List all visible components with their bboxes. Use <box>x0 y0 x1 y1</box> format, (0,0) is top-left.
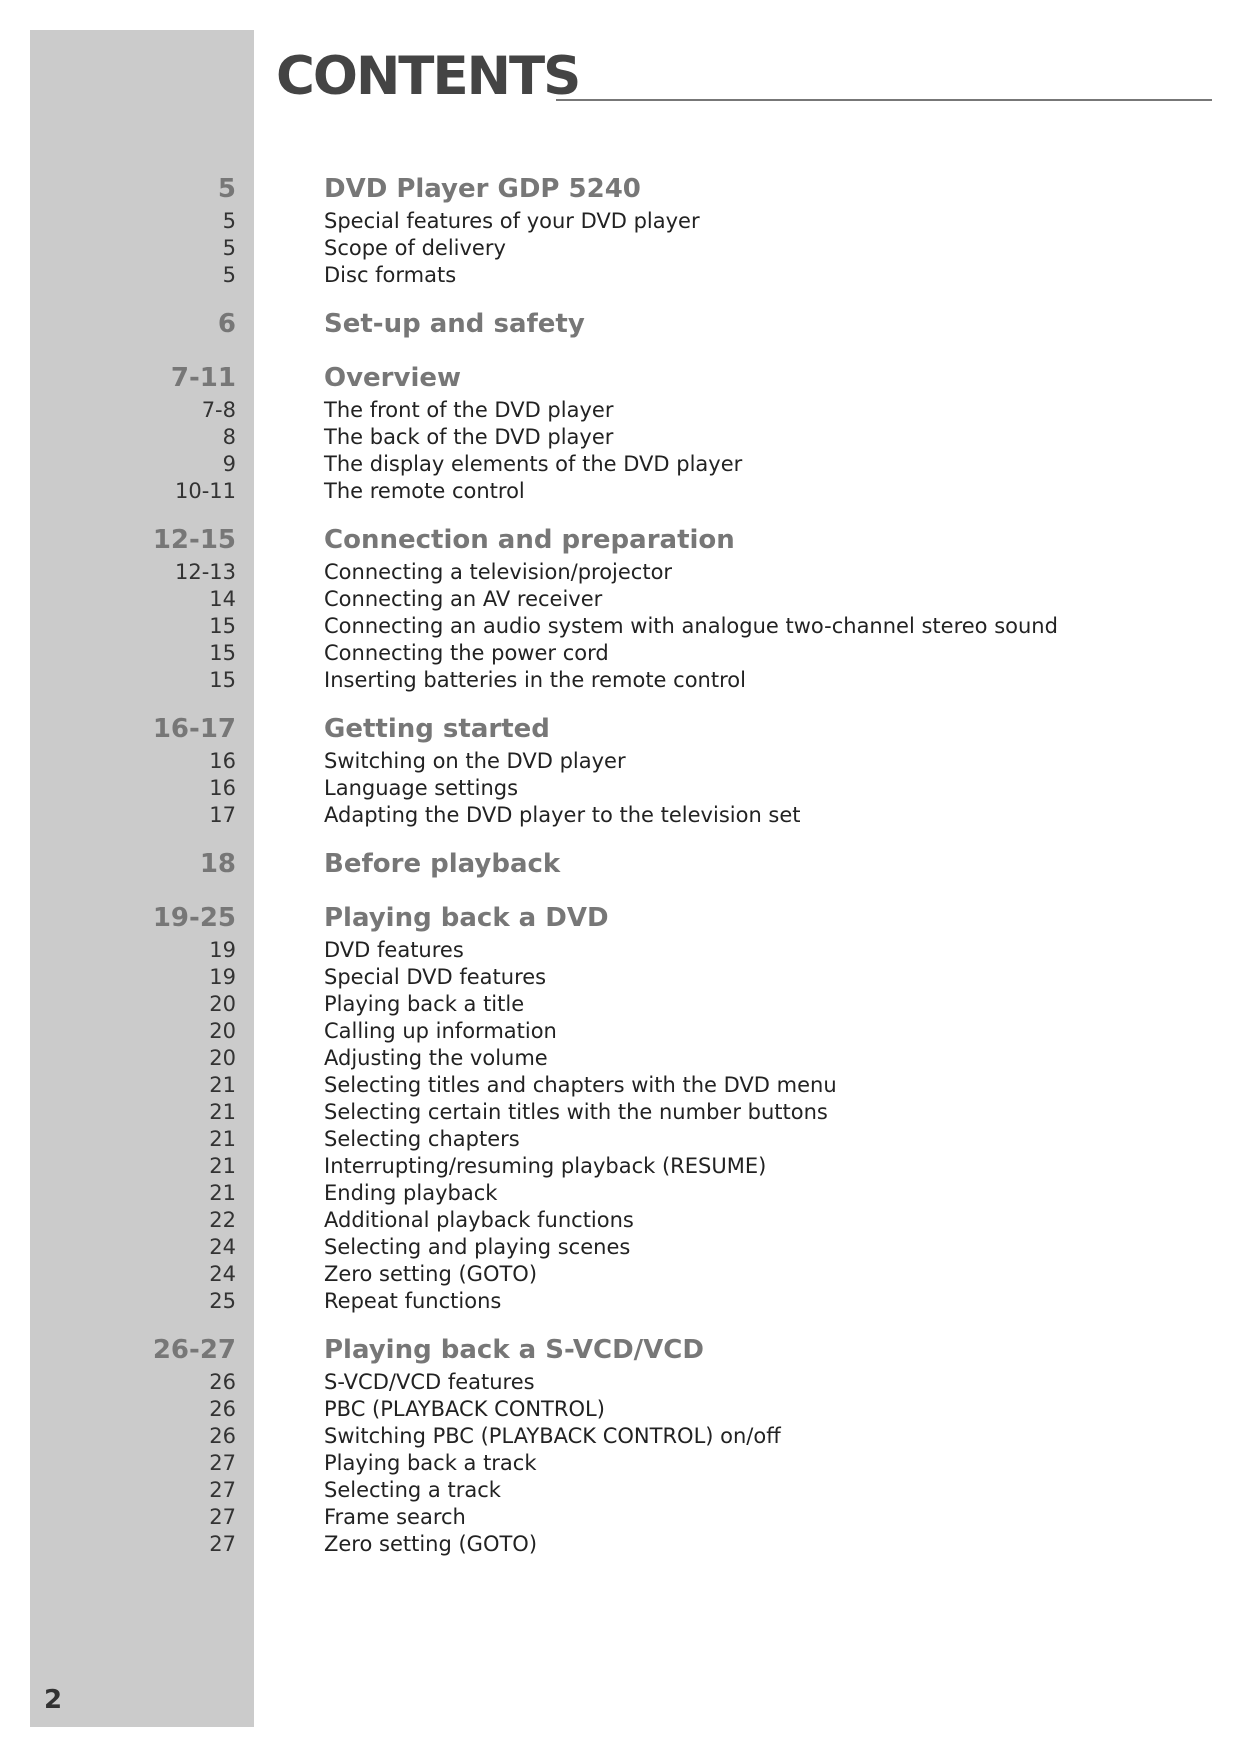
entry-page-number: 19 <box>209 938 236 962</box>
toc-section <box>0 305 1240 343</box>
toc-entry[interactable] <box>0 424 1240 451</box>
toc-entry[interactable] <box>0 1018 1240 1045</box>
entry-title: The display elements of the DVD player <box>324 452 743 476</box>
entry-title: Zero setting (GOTO) <box>324 1532 538 1556</box>
toc-entry[interactable] <box>0 1288 1240 1315</box>
toc-entry[interactable] <box>0 1450 1240 1477</box>
toc-entry[interactable] <box>0 991 1240 1018</box>
entry-page-number: 10-11 <box>174 479 236 503</box>
toc-entry[interactable] <box>0 586 1240 613</box>
entry-page-number: 27 <box>209 1532 236 1556</box>
entry-page-number: 26 <box>209 1397 236 1421</box>
entry-title: The back of the DVD player <box>324 425 614 449</box>
entry-title: Disc formats <box>324 263 457 287</box>
entry-title: Connecting an audio system with analogue two-channel stereo sound <box>324 614 1058 638</box>
toc-entry[interactable] <box>0 478 1240 505</box>
section-title: Getting started <box>324 714 550 744</box>
entry-title: Selecting and playing scenes <box>324 1235 631 1259</box>
title-rule <box>556 99 1212 101</box>
toc-section <box>0 1331 1240 1558</box>
entry-title: Additional playback functions <box>324 1208 634 1232</box>
section-title: DVD Player GDP 5240 <box>324 174 641 204</box>
entry-page-number: 26 <box>209 1370 236 1394</box>
entry-title: Switching on the DVD player <box>324 749 626 773</box>
entry-title: Playing back a track <box>324 1451 537 1475</box>
entry-page-number: 27 <box>209 1451 236 1475</box>
section-spacer <box>0 505 1240 521</box>
entry-page-number: 21 <box>209 1154 236 1178</box>
toc-section-heading[interactable] <box>0 710 1240 748</box>
entry-title: The front of the DVD player <box>324 398 614 422</box>
entry-title: Selecting chapters <box>324 1127 520 1151</box>
toc-entry[interactable] <box>0 964 1240 991</box>
toc-section <box>0 899 1240 1315</box>
toc-section <box>0 359 1240 505</box>
entry-page-number: 8 <box>222 425 236 449</box>
entry-title: Adjusting the volume <box>324 1046 548 1070</box>
toc-entry[interactable] <box>0 451 1240 478</box>
entry-page-number: 21 <box>209 1100 236 1124</box>
entry-title: Selecting a track <box>324 1478 501 1502</box>
page-title: CONTENTS <box>276 46 580 107</box>
section-spacer <box>0 694 1240 710</box>
entry-title: Connecting an AV receiver <box>324 587 603 611</box>
toc-entry[interactable] <box>0 748 1240 775</box>
entry-title: Special features of your DVD player <box>324 209 700 233</box>
entry-page-number: 15 <box>209 614 236 638</box>
entry-page-number: 20 <box>209 992 236 1016</box>
section-page-number: 18 <box>199 849 236 879</box>
toc-entry[interactable] <box>0 1099 1240 1126</box>
entry-title: Language settings <box>324 776 519 800</box>
entry-title: S-VCD/VCD features <box>324 1370 535 1394</box>
entry-page-number: 14 <box>209 587 236 611</box>
toc-section <box>0 170 1240 289</box>
entry-page-number: 16 <box>209 776 236 800</box>
entry-title: Playing back a title <box>324 992 525 1016</box>
entry-title: Inserting batteries in the remote control <box>324 668 746 692</box>
toc-entry[interactable] <box>0 613 1240 640</box>
entry-page-number: 16 <box>209 749 236 773</box>
toc-entry[interactable] <box>0 1531 1240 1558</box>
section-spacer <box>0 883 1240 899</box>
toc-entry[interactable] <box>0 1180 1240 1207</box>
section-spacer <box>0 1315 1240 1331</box>
toc-entry[interactable] <box>0 775 1240 802</box>
toc-entry[interactable] <box>0 1504 1240 1531</box>
toc-entry[interactable] <box>0 667 1240 694</box>
entry-title: Selecting certain titles with the number buttons <box>324 1100 828 1124</box>
toc-entry[interactable] <box>0 208 1240 235</box>
toc-entry[interactable] <box>0 1153 1240 1180</box>
entry-title: Switching PBC (PLAYBACK CONTROL) on/off <box>324 1424 781 1448</box>
section-page-number: 12-15 <box>152 525 236 555</box>
entry-page-number: 5 <box>222 263 236 287</box>
entry-title: Ending playback <box>324 1181 498 1205</box>
entry-title: Adapting the DVD player to the television set <box>324 803 801 827</box>
entry-page-number: 21 <box>209 1181 236 1205</box>
entry-page-number: 20 <box>209 1046 236 1070</box>
section-title: Connection and preparation <box>324 525 735 555</box>
section-page-number: 7-11 <box>170 363 236 393</box>
entry-page-number: 5 <box>222 209 236 233</box>
entry-page-number: 20 <box>209 1019 236 1043</box>
toc-entry[interactable] <box>0 1234 1240 1261</box>
section-page-number: 6 <box>217 309 236 339</box>
entry-title: PBC (PLAYBACK CONTROL) <box>324 1397 605 1421</box>
toc-section-heading[interactable] <box>0 521 1240 559</box>
toc-section-heading[interactable] <box>0 899 1240 937</box>
entry-title: Repeat functions <box>324 1289 502 1313</box>
entry-page-number: 26 <box>209 1424 236 1448</box>
entry-page-number: 22 <box>209 1208 236 1232</box>
toc-entry[interactable] <box>0 1477 1240 1504</box>
toc-section <box>0 845 1240 883</box>
entry-title: Special DVD features <box>324 965 547 989</box>
entry-title: The remote control <box>324 479 525 503</box>
entry-page-number: 15 <box>209 641 236 665</box>
toc-entry[interactable] <box>0 640 1240 667</box>
section-title: Playing back a DVD <box>324 903 609 933</box>
entry-page-number: 5 <box>222 236 236 260</box>
toc-entry[interactable] <box>0 1369 1240 1396</box>
toc-entry[interactable] <box>0 802 1240 829</box>
section-page-number: 16-17 <box>152 714 236 744</box>
entry-title: Interrupting/resuming playback (RESUME) <box>324 1154 767 1178</box>
section-title: Overview <box>324 363 462 393</box>
table-of-contents <box>0 170 1240 1558</box>
toc-entry[interactable] <box>0 1423 1240 1450</box>
section-spacer <box>0 289 1240 305</box>
toc-section <box>0 710 1240 829</box>
toc-entry[interactable] <box>0 397 1240 424</box>
entry-page-number: 25 <box>209 1289 236 1313</box>
entry-title: Selecting titles and chapters with the DVD menu <box>324 1073 837 1097</box>
toc-section-heading[interactable] <box>0 305 1240 343</box>
section-title: Set-up and safety <box>324 309 585 339</box>
toc-section-heading[interactable] <box>0 170 1240 208</box>
entry-title: Calling up information <box>324 1019 557 1043</box>
page-number: 2 <box>44 1685 63 1715</box>
toc-entry[interactable] <box>0 1261 1240 1288</box>
toc-section <box>0 521 1240 694</box>
toc-entry[interactable] <box>0 1072 1240 1099</box>
section-page-number: 19-25 <box>152 903 236 933</box>
toc-section-heading[interactable] <box>0 845 1240 883</box>
toc-entry[interactable] <box>0 1396 1240 1423</box>
toc-entry[interactable] <box>0 937 1240 964</box>
toc-section-heading[interactable] <box>0 1331 1240 1369</box>
entry-page-number: 19 <box>209 965 236 989</box>
entry-page-number: 21 <box>209 1127 236 1151</box>
entry-page-number: 27 <box>209 1478 236 1502</box>
section-title: Playing back a S-VCD/VCD <box>324 1335 704 1365</box>
entry-page-number: 17 <box>209 803 236 827</box>
section-page-number: 5 <box>217 174 236 204</box>
toc-entry[interactable] <box>0 262 1240 289</box>
entry-page-number: 7-8 <box>201 398 236 422</box>
entry-title: Frame search <box>324 1505 466 1529</box>
entry-page-number: 27 <box>209 1505 236 1529</box>
entry-page-number: 15 <box>209 668 236 692</box>
entry-title: DVD features <box>324 938 464 962</box>
entry-title: Connecting the power cord <box>324 641 609 665</box>
entry-page-number: 12-13 <box>174 560 236 584</box>
toc-entry[interactable] <box>0 1207 1240 1234</box>
entry-title: Scope of delivery <box>324 236 506 260</box>
section-spacer <box>0 343 1240 359</box>
entry-page-number: 9 <box>222 452 236 476</box>
entry-page-number: 24 <box>209 1262 236 1286</box>
toc-section-heading[interactable] <box>0 359 1240 397</box>
toc-entry[interactable] <box>0 1045 1240 1072</box>
entry-page-number: 24 <box>209 1235 236 1259</box>
section-spacer <box>0 829 1240 845</box>
entry-title: Connecting a television/projector <box>324 560 673 584</box>
entry-page-number: 21 <box>209 1073 236 1097</box>
section-page-number: 26-27 <box>152 1335 236 1365</box>
toc-entry[interactable] <box>0 235 1240 262</box>
toc-entry[interactable] <box>0 559 1240 586</box>
section-title: Before playback <box>324 849 561 879</box>
toc-entry[interactable] <box>0 1126 1240 1153</box>
entry-title: Zero setting (GOTO) <box>324 1262 538 1286</box>
